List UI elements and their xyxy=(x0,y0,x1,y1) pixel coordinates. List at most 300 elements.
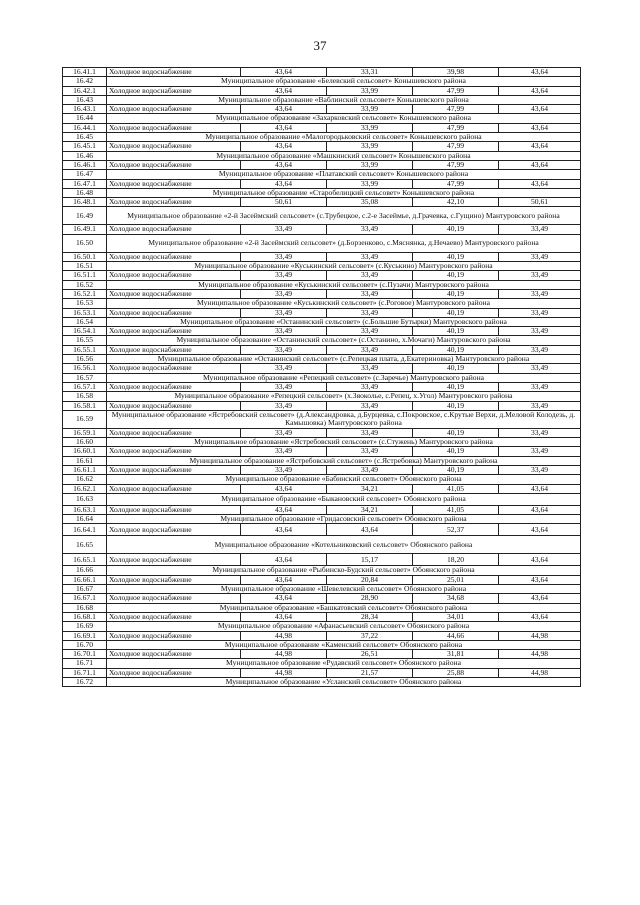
tariff-value-4: 33,49 xyxy=(499,225,581,234)
municipality-header-row xyxy=(63,678,581,687)
row-number: 16.62.1 xyxy=(63,484,107,493)
tariff-value-1: 33,49 xyxy=(241,401,327,410)
tariff-value-1: 43,64 xyxy=(241,505,327,514)
tariff-value-4: 43,64 xyxy=(499,105,581,114)
municipality-header-row xyxy=(63,355,581,364)
row-number: 16.44 xyxy=(63,114,107,123)
municipality-name: Муниципальное образование «Останинский сельсовет» (с.Репецкая плата, д.Екатериновка) Мантуровского района xyxy=(107,355,581,364)
tariff-value-1: 43,64 xyxy=(241,123,327,132)
tariff-row xyxy=(63,524,581,536)
municipality-header-row xyxy=(63,373,581,382)
row-number: 16.52.1 xyxy=(63,289,107,298)
tariff-value-3: 47,99 xyxy=(413,86,499,95)
row-number: 16.57 xyxy=(63,373,107,382)
row-number: 16.63.1 xyxy=(63,505,107,514)
municipality-name: Муниципальное образование «Шевелевский сельсовет» Обоянского района xyxy=(107,585,581,594)
municipality-header-row xyxy=(63,640,581,649)
row-number: 16.59.1 xyxy=(63,428,107,437)
row-number: 16.53 xyxy=(63,299,107,308)
row-number: 16.67.1 xyxy=(63,594,107,603)
tariff-row xyxy=(63,142,581,151)
tariff-value-3: 40,19 xyxy=(413,271,499,280)
tariff-value-1: 33,49 xyxy=(241,428,327,437)
municipality-header-row xyxy=(63,234,581,252)
row-number: 16.48 xyxy=(63,188,107,197)
row-number: 16.56.1 xyxy=(63,364,107,373)
row-number: 16.56 xyxy=(63,355,107,364)
municipality-name: Муниципальное образование «Афанасьевский сельсовет» Обоянского района xyxy=(107,622,581,631)
municipality-header-row xyxy=(63,336,581,345)
service-name: Холодное водоснабжение xyxy=(107,327,241,336)
municipality-header-row xyxy=(63,622,581,631)
tariff-value-2: 33,49 xyxy=(327,447,413,456)
tariff-value-1: 33,49 xyxy=(241,308,327,317)
row-number: 16.46 xyxy=(63,151,107,160)
tariff-value-2: 35,08 xyxy=(327,198,413,207)
tariff-value-2: 34,21 xyxy=(327,484,413,493)
service-name: Холодное водоснабжение xyxy=(107,271,241,280)
row-number: 16.67 xyxy=(63,585,107,594)
tariff-row xyxy=(63,668,581,677)
tariff-row xyxy=(63,289,581,298)
municipality-name: Муниципальное образование «Бабинский сельсовет» Обоянского района xyxy=(107,475,581,484)
tariff-row xyxy=(63,650,581,659)
municipality-name: Муниципальное образование «Башкатовский сельсовет» Обоянского района xyxy=(107,603,581,612)
tariff-value-4: 43,64 xyxy=(499,612,581,621)
service-name: Холодное водоснабжение xyxy=(107,198,241,207)
tariff-value-2: 33,49 xyxy=(327,465,413,474)
tariff-value-3: 47,99 xyxy=(413,179,499,188)
tariff-value-3: 40,19 xyxy=(413,252,499,261)
tariff-value-1: 33,49 xyxy=(241,465,327,474)
municipality-header-row xyxy=(63,536,581,554)
tariff-row xyxy=(63,484,581,493)
row-number: 16.69.1 xyxy=(63,631,107,640)
row-number: 16.71 xyxy=(63,659,107,668)
row-number: 16.71.1 xyxy=(63,668,107,677)
municipality-name: Муниципальное образование «Рудавский сельсовет» Обоянского района xyxy=(107,659,581,668)
tariff-value-1: 43,64 xyxy=(241,160,327,169)
service-name: Холодное водоснабжение xyxy=(107,123,241,132)
row-number: 16.62 xyxy=(63,475,107,484)
tariff-value-4: 43,64 xyxy=(499,484,581,493)
row-number: 16.45.1 xyxy=(63,142,107,151)
tariff-value-1: 43,64 xyxy=(241,575,327,584)
row-number: 16.60 xyxy=(63,438,107,447)
tariff-value-2: 26,51 xyxy=(327,650,413,659)
tariff-row xyxy=(63,327,581,336)
tariff-value-2: 33,99 xyxy=(327,123,413,132)
tariff-value-4: 33,49 xyxy=(499,345,581,354)
row-number: 16.47 xyxy=(63,170,107,179)
tariff-value-4: 43,64 xyxy=(499,505,581,514)
municipality-header-row xyxy=(63,493,581,505)
service-name: Холодное водоснабжение xyxy=(107,505,241,514)
tariff-value-2: 28,34 xyxy=(327,612,413,621)
tariff-value-4: 33,49 xyxy=(499,401,581,410)
tariff-value-2: 34,21 xyxy=(327,505,413,514)
tariff-value-1: 43,64 xyxy=(241,68,327,77)
municipality-header-row xyxy=(63,603,581,612)
service-name: Холодное водоснабжение xyxy=(107,575,241,584)
tariff-value-3: 40,19 xyxy=(413,308,499,317)
tariff-value-3: 39,98 xyxy=(413,68,499,77)
tariff-value-1: 33,49 xyxy=(241,225,327,234)
municipality-header-row xyxy=(63,114,581,123)
row-number: 16.49.1 xyxy=(63,225,107,234)
row-number: 16.70.1 xyxy=(63,650,107,659)
tariff-value-4: 33,49 xyxy=(499,271,581,280)
tariff-value-3: 47,99 xyxy=(413,142,499,151)
tariff-value-4: 33,49 xyxy=(499,382,581,391)
row-number: 16.42.1 xyxy=(63,86,107,95)
municipality-name: Муниципальное образование «Куськинский сельсовет» (с.Роговое) Мантуровского района xyxy=(107,299,581,308)
row-number: 16.58.1 xyxy=(63,401,107,410)
tariff-row xyxy=(63,631,581,640)
municipality-name: Муниципальное образование «Машкинский сельсовет» Конышевского района xyxy=(107,151,581,160)
service-name: Холодное водоснабжение xyxy=(107,252,241,261)
service-name: Холодное водоснабжение xyxy=(107,364,241,373)
tariff-value-1: 50,61 xyxy=(241,198,327,207)
tariff-value-3: 47,99 xyxy=(413,160,499,169)
municipality-name: Муниципальное образование «Усланский сельсовет» Обоянского района xyxy=(107,678,581,687)
service-name: Холодное водоснабжение xyxy=(107,160,241,169)
row-number: 16.42 xyxy=(63,77,107,86)
municipality-header-row xyxy=(63,456,581,465)
tariff-value-3: 25,88 xyxy=(413,668,499,677)
service-name: Холодное водоснабжение xyxy=(107,225,241,234)
service-name: Холодное водоснабжение xyxy=(107,465,241,474)
service-name: Холодное водоснабжение xyxy=(107,668,241,677)
service-name: Холодное водоснабжение xyxy=(107,447,241,456)
row-number: 16.66 xyxy=(63,566,107,575)
tariff-value-3: 25,01 xyxy=(413,575,499,584)
service-name: Холодное водоснабжение xyxy=(107,631,241,640)
tariff-value-3: 41,05 xyxy=(413,505,499,514)
municipality-header-row xyxy=(63,475,581,484)
tariff-row xyxy=(63,401,581,410)
row-number: 16.44.1 xyxy=(63,123,107,132)
tariff-value-2: 33,49 xyxy=(327,364,413,373)
service-name: Холодное водоснабжение xyxy=(107,484,241,493)
municipality-header-row xyxy=(63,659,581,668)
municipality-header-row xyxy=(63,515,581,524)
tariff-value-3: 41,05 xyxy=(413,484,499,493)
service-name: Холодное водоснабжение xyxy=(107,428,241,437)
tariff-value-1: 33,49 xyxy=(241,271,327,280)
municipality-name: Муниципальное образование «Котельниковский сельсовет» Обоянского района xyxy=(107,536,581,554)
tariff-value-3: 31,81 xyxy=(413,650,499,659)
row-number: 16.43.1 xyxy=(63,105,107,114)
tariff-value-3: 40,19 xyxy=(413,447,499,456)
tariff-value-3: 40,19 xyxy=(413,289,499,298)
tariff-value-3: 34,01 xyxy=(413,612,499,621)
tariff-value-2: 43,64 xyxy=(327,524,413,536)
service-name: Холодное водоснабжение xyxy=(107,382,241,391)
row-number: 16.66.1 xyxy=(63,575,107,584)
tariff-table xyxy=(62,67,581,687)
municipality-name: Муниципальное образование «Ваблинский сельсовет» Конышевского района xyxy=(107,95,581,104)
tariff-value-2: 15,17 xyxy=(327,554,413,566)
tariff-value-2: 33,49 xyxy=(327,428,413,437)
tariff-value-4: 43,64 xyxy=(499,594,581,603)
tariff-row xyxy=(63,612,581,621)
row-number: 16.61 xyxy=(63,456,107,465)
municipality-name: Муниципальное образование «Останинский сельсовет» (с.Останино, х.Мочаги) Мантуровского района xyxy=(107,336,581,345)
tariff-row xyxy=(63,179,581,188)
municipality-header-row xyxy=(63,151,581,160)
service-name: Холодное водоснабжение xyxy=(107,179,241,188)
tariff-value-4: 43,64 xyxy=(499,179,581,188)
tariff-value-2: 33,49 xyxy=(327,289,413,298)
tariff-value-4: 33,49 xyxy=(499,447,581,456)
tariff-row xyxy=(63,382,581,391)
row-number: 16.69 xyxy=(63,622,107,631)
tariff-row xyxy=(63,554,581,566)
tariff-value-3: 40,19 xyxy=(413,345,499,354)
row-number: 16.64.1 xyxy=(63,524,107,536)
tariff-value-4: 33,49 xyxy=(499,465,581,474)
tariff-value-4: 43,64 xyxy=(499,524,581,536)
municipality-name: Муниципальное образование «Каменский сельсовет» Обоянского района xyxy=(107,640,581,649)
tariff-value-2: 33,49 xyxy=(327,271,413,280)
tariff-value-4: 33,49 xyxy=(499,327,581,336)
row-number: 16.61.1 xyxy=(63,465,107,474)
tariff-row xyxy=(63,271,581,280)
municipality-header-row xyxy=(63,438,581,447)
row-number: 16.50 xyxy=(63,234,107,252)
tariff-value-1: 43,64 xyxy=(241,142,327,151)
municipality-name: Муниципальное образование «Куськинский сельсовет» (с.Куськино) Мантуровского района xyxy=(107,262,581,271)
municipality-name: Муниципальное образование «2-й Засеймский сельсовет» (д.Борзенково, с.Мяснянка, д.Нечаево) Мантуровского района xyxy=(107,234,581,252)
tariff-value-3: 40,19 xyxy=(413,465,499,474)
tariff-value-4: 33,49 xyxy=(499,308,581,317)
row-number: 16.49 xyxy=(63,207,107,225)
row-number: 16.65 xyxy=(63,536,107,554)
row-number: 16.59 xyxy=(63,410,107,428)
tariff-value-4: 43,64 xyxy=(499,160,581,169)
municipality-name: Муниципальное образование «Останинский сельсовет» (с.Большие Бутырки) Мантуровского района xyxy=(107,317,581,326)
tariff-value-1: 44,98 xyxy=(241,631,327,640)
tariff-row xyxy=(63,364,581,373)
municipality-name: Муниципальное образование «Гридасовский сельсовет» Обоянского района xyxy=(107,515,581,524)
tariff-value-2: 33,99 xyxy=(327,160,413,169)
tariff-row xyxy=(63,308,581,317)
tariff-value-3: 40,19 xyxy=(413,428,499,437)
municipality-name: Муниципальное образование «2-й Засеймский сельсовет» (с.Трубецкое, с.2-е Засеймье, д.Грачевка, с.Гущино) Мантуровского района xyxy=(107,207,581,225)
row-number: 16.60.1 xyxy=(63,447,107,456)
tariff-table-body xyxy=(63,68,581,687)
tariff-value-1: 33,49 xyxy=(241,382,327,391)
tariff-value-1: 33,49 xyxy=(241,327,327,336)
tariff-row xyxy=(63,123,581,132)
tariff-value-3: 44,66 xyxy=(413,631,499,640)
row-number: 16.48.1 xyxy=(63,198,107,207)
tariff-row xyxy=(63,160,581,169)
tariff-value-1: 33,49 xyxy=(241,447,327,456)
municipality-name: Муниципальное образование «Малогородьковский сельсовет» Конышевского района xyxy=(107,133,581,142)
tariff-value-1: 43,64 xyxy=(241,524,327,536)
municipality-name: Муниципальное образование «Захарковский сельсовет» Конышевского района xyxy=(107,114,581,123)
tariff-value-1: 33,49 xyxy=(241,289,327,298)
tariff-value-2: 33,49 xyxy=(327,225,413,234)
service-name: Холодное водоснабжение xyxy=(107,650,241,659)
municipality-header-row xyxy=(63,188,581,197)
tariff-value-3: 40,19 xyxy=(413,225,499,234)
tariff-value-1: 43,64 xyxy=(241,554,327,566)
tariff-row xyxy=(63,198,581,207)
row-number: 16.43 xyxy=(63,95,107,104)
tariff-row xyxy=(63,447,581,456)
service-name: Холодное водоснабжение xyxy=(107,554,241,566)
service-name: Холодное водоснабжение xyxy=(107,289,241,298)
tariff-value-4: 44,98 xyxy=(499,631,581,640)
service-name: Холодное водоснабжение xyxy=(107,345,241,354)
service-name: Холодное водоснабжение xyxy=(107,308,241,317)
municipality-name: Муниципальное образование «Репецкий сельсовет» (х.Зяокольe, с.Репец, х.Угол) Мантуровского района xyxy=(107,392,581,401)
tariff-value-2: 33,49 xyxy=(327,382,413,391)
municipality-header-row xyxy=(63,77,581,86)
tariff-value-1: 44,98 xyxy=(241,650,327,659)
tariff-value-2: 33,99 xyxy=(327,142,413,151)
row-number: 16.64 xyxy=(63,515,107,524)
row-number: 16.54.1 xyxy=(63,327,107,336)
tariff-value-3: 40,19 xyxy=(413,382,499,391)
tariff-value-4: 43,64 xyxy=(499,554,581,566)
municipality-name: Муниципальное образование «Рыбинско-Будский сельсовет» Обоянского района xyxy=(107,566,581,575)
service-name: Холодное водоснабжение xyxy=(107,612,241,621)
tariff-value-1: 43,64 xyxy=(241,179,327,188)
municipality-header-row xyxy=(63,410,581,428)
row-number: 16.46.1 xyxy=(63,160,107,169)
municipality-header-row xyxy=(63,392,581,401)
page-number: 37 xyxy=(313,38,327,53)
municipality-header-row xyxy=(63,280,581,289)
tariff-value-4: 50,61 xyxy=(499,198,581,207)
municipality-header-row xyxy=(63,566,581,575)
tariff-value-2: 21,57 xyxy=(327,668,413,677)
service-name: Холодное водоснабжение xyxy=(107,524,241,536)
row-number: 16.72 xyxy=(63,678,107,687)
row-number: 16.63 xyxy=(63,493,107,505)
tariff-value-2: 33,49 xyxy=(327,252,413,261)
tariff-row xyxy=(63,428,581,437)
row-number: 16.50.1 xyxy=(63,252,107,261)
municipality-name: Муниципальное образование «Платавский сельсовет» Конышевского района xyxy=(107,170,581,179)
municipality-name: Муниципальное образование «Ястребовский сельсовет» (д.Александровка, д.Бурцевка, с.Покровское, с.Крутые Верхи, д.Меловой Колодезь, д. Камышовка) Мантуровского района xyxy=(107,410,581,428)
row-number: 16.51.1 xyxy=(63,271,107,280)
tariff-value-4: 33,49 xyxy=(499,428,581,437)
municipality-header-row xyxy=(63,262,581,271)
service-name: Холодное водоснабжение xyxy=(107,401,241,410)
tariff-value-1: 33,49 xyxy=(241,252,327,261)
row-number: 16.45 xyxy=(63,133,107,142)
municipality-header-row xyxy=(63,585,581,594)
tariff-row xyxy=(63,465,581,474)
tariff-value-4: 43,64 xyxy=(499,575,581,584)
tariff-value-1: 43,64 xyxy=(241,612,327,621)
row-number: 16.68.1 xyxy=(63,612,107,621)
tariff-value-2: 33,31 xyxy=(327,68,413,77)
tariff-value-3: 52,37 xyxy=(413,524,499,536)
row-number: 16.53.1 xyxy=(63,308,107,317)
row-number: 16.55 xyxy=(63,336,107,345)
row-number: 16.54 xyxy=(63,317,107,326)
tariff-value-2: 33,49 xyxy=(327,327,413,336)
tariff-value-2: 33,99 xyxy=(327,105,413,114)
municipality-header-row xyxy=(63,207,581,225)
tariff-value-3: 40,19 xyxy=(413,327,499,336)
row-number: 16.57.1 xyxy=(63,382,107,391)
tariff-value-2: 33,99 xyxy=(327,86,413,95)
municipality-name: Муниципальное образование «Ястребовский сельсовет» (с.Ястребовка) Мантуровского района xyxy=(107,456,581,465)
service-name: Холодное водоснабжение xyxy=(107,105,241,114)
tariff-value-3: 40,19 xyxy=(413,401,499,410)
tariff-value-2: 20,84 xyxy=(327,575,413,584)
tariff-value-1: 33,49 xyxy=(241,364,327,373)
service-name: Холодное водоснабжение xyxy=(107,594,241,603)
tariff-value-4: 33,49 xyxy=(499,364,581,373)
row-number: 16.47.1 xyxy=(63,179,107,188)
tariff-value-2: 28,90 xyxy=(327,594,413,603)
tariff-value-1: 43,64 xyxy=(241,86,327,95)
tariff-row xyxy=(63,575,581,584)
tariff-row xyxy=(63,86,581,95)
tariff-value-2: 33,49 xyxy=(327,345,413,354)
tariff-value-3: 47,99 xyxy=(413,123,499,132)
tariff-value-4: 33,49 xyxy=(499,252,581,261)
row-number: 16.41.1 xyxy=(63,68,107,77)
tariff-value-1: 43,64 xyxy=(241,105,327,114)
service-name: Холодное водоснабжение xyxy=(107,68,241,77)
municipality-name: Муниципальное образование «Старобелицкий сельсовет» Конышевского района xyxy=(107,188,581,197)
municipality-header-row xyxy=(63,133,581,142)
tariff-value-2: 37,22 xyxy=(327,631,413,640)
tariff-value-4: 43,64 xyxy=(499,142,581,151)
row-number: 16.51 xyxy=(63,262,107,271)
row-number: 16.68 xyxy=(63,603,107,612)
municipality-name: Муниципальное образование «Куськинский сельсовет» (с.Пузачи) Мантуровского района xyxy=(107,280,581,289)
tariff-row xyxy=(63,505,581,514)
municipality-header-row xyxy=(63,95,581,104)
tariff-value-1: 43,64 xyxy=(241,594,327,603)
municipality-header-row xyxy=(63,170,581,179)
tariff-value-3: 47,99 xyxy=(413,105,499,114)
tariff-value-4: 43,64 xyxy=(499,86,581,95)
tariff-value-3: 42,10 xyxy=(413,198,499,207)
tariff-value-1: 33,49 xyxy=(241,345,327,354)
municipality-name: Муниципальное образование «Быкановский сельсовет» Обоянского района xyxy=(107,493,581,505)
tariff-row xyxy=(63,594,581,603)
tariff-value-2: 33,49 xyxy=(327,401,413,410)
tariff-value-1: 43,64 xyxy=(241,484,327,493)
tariff-value-4: 44,98 xyxy=(499,650,581,659)
tariff-value-3: 34,68 xyxy=(413,594,499,603)
service-name: Холодное водоснабжение xyxy=(107,86,241,95)
tariff-value-4: 44,98 xyxy=(499,668,581,677)
row-number: 16.58 xyxy=(63,392,107,401)
tariff-value-4: 33,49 xyxy=(499,289,581,298)
municipality-name: Муниципальное образование «Белевский сельсовет» Конышевского района xyxy=(107,77,581,86)
row-number: 16.55.1 xyxy=(63,345,107,354)
row-number: 16.70 xyxy=(63,640,107,649)
tariff-row xyxy=(63,252,581,261)
municipality-name: Муниципальное образование «Ястребовский сельсовет» (с.Стужень) Мантуровского района xyxy=(107,438,581,447)
tariff-value-3: 18,20 xyxy=(413,554,499,566)
tariff-row xyxy=(63,68,581,77)
tariff-row xyxy=(63,345,581,354)
municipality-name: Муниципальное образование «Репецкий сельсовет» (с.Заречье) Мантуровского района xyxy=(107,373,581,382)
